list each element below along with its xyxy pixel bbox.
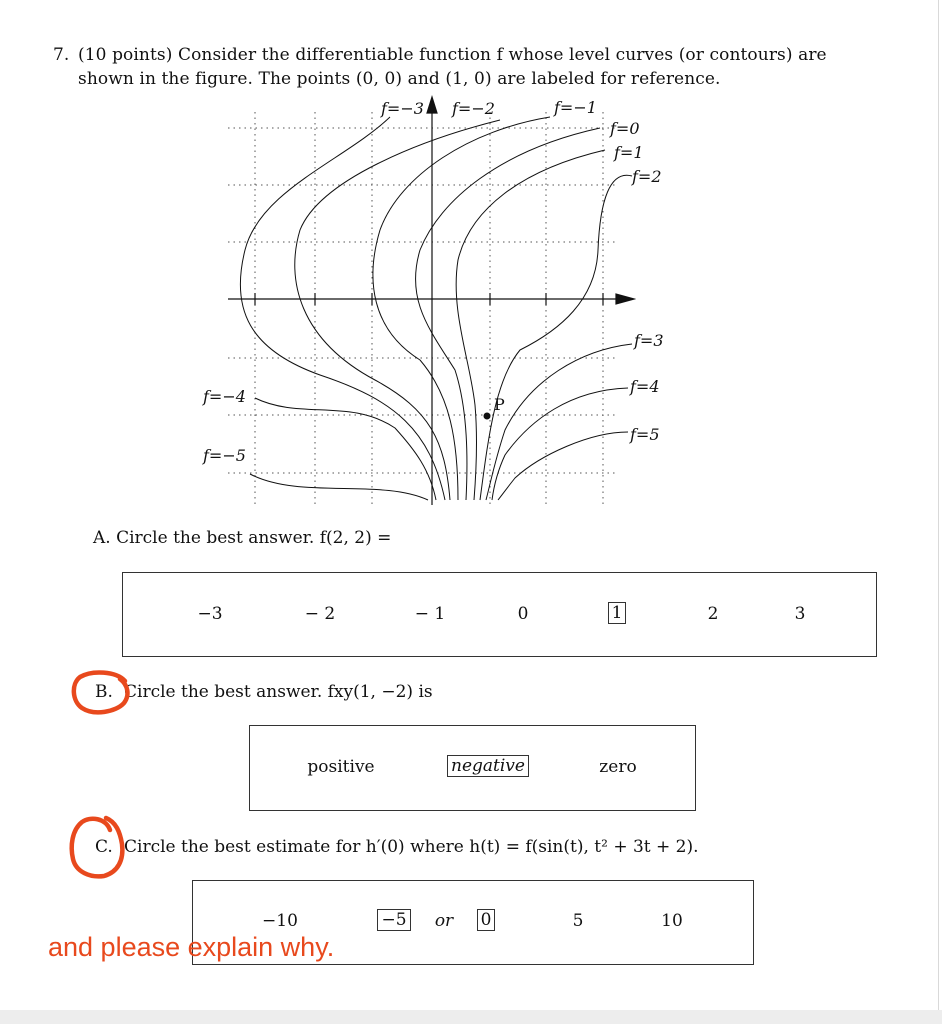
- question-text-line-2: shown in the figure. The points (0, 0) and (1, 0) are labeled for reference.: [78, 69, 721, 89]
- part-a-option-neg3[interactable]: −3: [197, 604, 223, 624]
- part-c-prompt: Circle the best estimate for h′(0) where h(t) = f(sin(t), t² + 3t + 2).: [124, 837, 699, 857]
- part-c-option-neg10[interactable]: −10: [262, 911, 298, 931]
- handwritten-circle-c: [66, 812, 130, 884]
- question-text-line-1: (10 points) Consider the differentiable function f whose level curves (or contours) are: [78, 45, 827, 65]
- part-b-prompt: Circle the best answer. fxy(1, −2) is: [124, 682, 433, 702]
- part-a-option-neg1[interactable]: − 1: [414, 604, 446, 624]
- part-a-option-2[interactable]: 2: [707, 604, 719, 624]
- level-curves: [240, 117, 632, 500]
- part-a-option-neg2[interactable]: − 2: [304, 604, 336, 624]
- part-c-boxed-neg5: −5: [377, 909, 410, 931]
- question-number: 7.: [53, 45, 70, 65]
- handwritten-note: and please explain why.: [48, 932, 335, 962]
- part-a-option-1[interactable]: [604, 603, 630, 623]
- part-b-boxed-answer: negative: [447, 755, 529, 777]
- part-c-option-5[interactable]: 5: [572, 911, 584, 931]
- part-a-option-3[interactable]: 3: [794, 604, 806, 624]
- point-p-label: P: [494, 395, 505, 414]
- point-p-marker: [484, 413, 491, 420]
- part-a-boxed-answer: 1: [608, 602, 627, 624]
- page-edge: [938, 0, 939, 1010]
- part-c-boxed-0: 0: [477, 909, 496, 931]
- part-b-option-negative[interactable]: [440, 756, 536, 776]
- label-f-2: f=2: [632, 167, 662, 186]
- contour-f-3: [486, 344, 632, 500]
- handwritten-circle-b: [70, 667, 132, 719]
- label-f-minus-4: f=−4: [203, 387, 246, 406]
- label-f-minus-1: f=−1: [554, 98, 597, 117]
- contour-f-minus-2: [295, 120, 500, 500]
- part-c-option-0[interactable]: [474, 910, 498, 930]
- part-c-or-text: or: [434, 911, 454, 931]
- label-f-3: f=3: [634, 331, 664, 350]
- label-f-0: f=0: [610, 119, 640, 138]
- label-f-minus-3: f=−3: [381, 99, 424, 118]
- part-b-option-positive[interactable]: positive: [307, 757, 375, 777]
- part-b-option-zero[interactable]: zero: [599, 757, 637, 777]
- part-a-answer-box: [122, 572, 877, 657]
- contour-f-1: [456, 150, 605, 500]
- contour-plot: [190, 95, 690, 515]
- contour-f-minus-1: [373, 117, 550, 500]
- contour-f-4: [492, 388, 628, 500]
- label-f-1: f=1: [614, 143, 644, 162]
- label-f-4: f=4: [630, 377, 660, 396]
- part-c-option-10[interactable]: 10: [661, 911, 683, 931]
- part-a-prompt: A. Circle the best answer. f(2, 2) =: [93, 528, 392, 548]
- contour-f-minus-5: [250, 474, 428, 500]
- label-f-minus-5: f=−5: [203, 446, 246, 465]
- part-a-option-0[interactable]: 0: [517, 604, 529, 624]
- part-c-option-neg5[interactable]: [374, 910, 414, 930]
- part-b-label: B.: [95, 682, 113, 702]
- contour-f-minus-3: [240, 117, 445, 500]
- contour-f-5: [498, 432, 628, 500]
- label-f-minus-2: f=−2: [452, 99, 495, 118]
- grid: [228, 112, 618, 505]
- label-f-5: f=5: [630, 425, 660, 444]
- bottom-margin: [0, 1010, 942, 1024]
- part-c-label: C.: [95, 837, 113, 857]
